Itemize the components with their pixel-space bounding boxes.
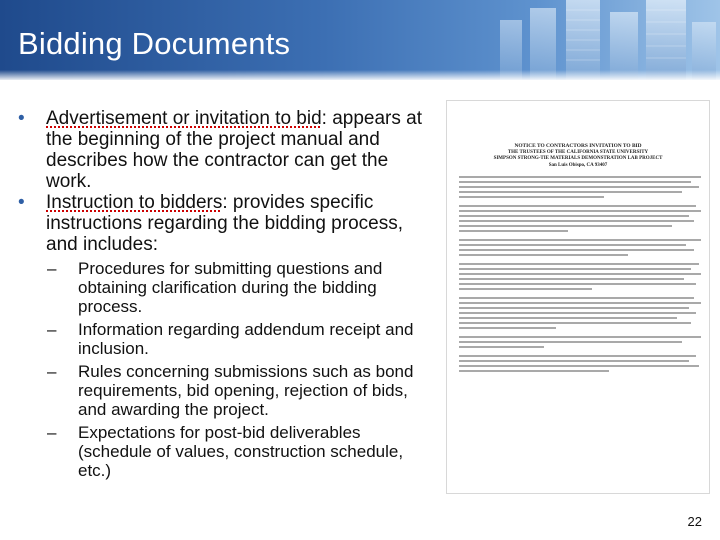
sub-bullet-text: Expectations for post-bid deliverables (schedule of values, construction schedule, etc.) [78,423,404,480]
sub-bullet-item [46,362,436,419]
sub-bullet-list [46,259,436,480]
bullet-list [18,108,436,484]
bullet-item [18,108,436,192]
bullet-text: : appears at the beginning of the project manual and describes how the contractor can get the work. [46,108,422,192]
document-paragraph [459,336,701,348]
sub-bullet-item [46,259,436,316]
bullet-text: : provides specific instructions regarding the bidding process, and includes: [46,192,403,255]
document-heading-line: San Luis Obispo, CA 93407 [548,162,608,168]
document-paragraph [459,297,701,329]
slide-title: Bidding Documents [18,26,291,61]
bullet-term: Advertisement or invitation to bid [46,108,322,129]
document-paragraph [459,355,701,372]
sub-bullet-item [46,423,436,480]
bid-notice-document-image [446,100,710,494]
document-heading [447,143,709,169]
document-paragraph [459,239,701,256]
bullet-term: Instruction to bidders [46,192,223,213]
document-heading-line: SIMPSON STRONG-TIE MATERIALS DEMONSTRATION LAB PROJECT [493,156,663,161]
skyscraper-image [470,0,720,80]
document-heading-line: NOTICE TO CONTRACTORS INVITATION TO BID [514,143,642,149]
dash-marker: – [47,423,57,442]
bullet-marker: • [18,192,25,213]
dash-marker: – [47,259,57,278]
dash-marker: – [47,320,57,339]
sub-bullet-text: Information regarding addendum receipt and inclusion. [78,320,414,358]
sub-bullet-text: Procedures for submitting questions and obtaining clarification during the bidding process. [78,259,383,316]
bullet-item [18,192,436,480]
page-number: 22 [687,514,702,529]
bullet-marker: • [18,108,25,129]
dash-marker: – [47,362,57,381]
document-paragraph [459,176,701,198]
sub-bullet-text: Rules concerning submissions such as bond requirements, bid opening, rejection of bids, and awarding the project. [78,362,414,419]
title-bar [0,0,720,80]
sub-bullet-item [46,320,436,358]
document-paragraph [459,263,701,290]
document-paragraph [459,205,701,232]
document-heading-line: THE TRUSTEES OF THE CALIFORNIA STATE UNIVERSITY [507,149,649,155]
